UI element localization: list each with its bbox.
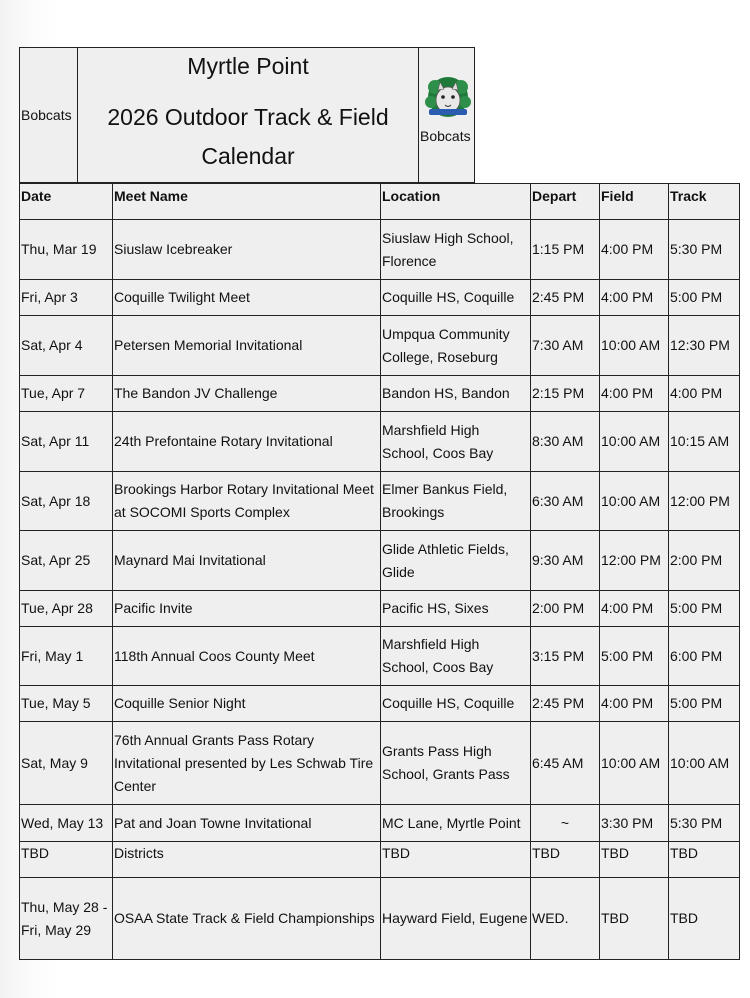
table-row (20, 531, 740, 591)
column-header-field: Field (600, 184, 669, 220)
cell-depart: TBD (531, 842, 600, 878)
cell-track: 6:00 PM (669, 627, 740, 686)
cell-field: 12:00 PM (600, 531, 669, 591)
cell-date: Fri, May 1 (20, 627, 113, 686)
cell-meet-name: Districts (113, 842, 381, 878)
table-row (20, 220, 740, 280)
cell-meet-name: Coquille Senior Night (113, 686, 381, 722)
cell-field: 4:00 PM (600, 220, 669, 280)
table-row (20, 627, 740, 686)
cell-location: Glide Athletic Fields, Glide (381, 531, 531, 591)
cell-track: 12:30 PM (669, 316, 740, 376)
cell-depart: 6:30 AM (531, 472, 600, 531)
cell-track: 5:00 PM (669, 686, 740, 722)
cell-depart: 2:45 PM (531, 686, 600, 722)
team-label-left: Bobcats (21, 107, 72, 123)
cell-meet-name: Siuslaw Icebreaker (113, 220, 381, 280)
cell-meet-name: Coquille Twilight Meet (113, 280, 381, 316)
cell-depart: 7:30 AM (531, 316, 600, 376)
cell-field: 10:00 AM (600, 412, 669, 472)
cell-field: 5:00 PM (600, 627, 669, 686)
cell-depart: 6:45 AM (531, 722, 600, 805)
table-row (20, 412, 740, 472)
table-row (20, 472, 740, 531)
cell-track: 10:15 AM (669, 412, 740, 472)
cell-location: Marshfield High School, Coos Bay (381, 627, 531, 686)
calendar-header (19, 47, 475, 183)
cell-date: Wed, May 13 (20, 805, 113, 842)
table-row (20, 376, 740, 412)
cell-depart: 2:00 PM (531, 591, 600, 627)
cell-field: 3:30 PM (600, 805, 669, 842)
cell-meet-name: Petersen Memorial Invitational (113, 316, 381, 376)
cell-field: 10:00 AM (600, 316, 669, 376)
cell-field: 4:00 PM (600, 591, 669, 627)
cell-date: Sat, Apr 25 (20, 531, 113, 591)
cell-date: Thu, Mar 19 (20, 220, 113, 280)
bobcat-logo-icon (423, 76, 473, 120)
cell-depart: WED. (531, 878, 600, 960)
team-label-right: Bobcats (420, 128, 471, 144)
cell-location: Coquille HS, Coquille (381, 686, 531, 722)
table-row (20, 805, 740, 842)
cell-location: Bandon HS, Bandon (381, 376, 531, 412)
column-header-date: Date (20, 184, 113, 220)
cell-meet-name: The Bandon JV Challenge (113, 376, 381, 412)
cell-track: 12:00 PM (669, 472, 740, 531)
cell-date: Fri, Apr 3 (20, 280, 113, 316)
cell-date: Tue, Apr 7 (20, 376, 113, 412)
cell-track: 10:00 AM (669, 722, 740, 805)
header-left-cell (20, 48, 78, 182)
cell-location: Umpqua Community College, Roseburg (381, 316, 531, 376)
cell-field: 4:00 PM (600, 280, 669, 316)
cell-track: TBD (669, 842, 740, 878)
cell-date: Sat, Apr 4 (20, 316, 113, 376)
cell-field: 4:00 PM (600, 686, 669, 722)
cell-date: Tue, Apr 28 (20, 591, 113, 627)
cell-field: TBD (600, 842, 669, 878)
cell-track: TBD (669, 878, 740, 960)
cell-depart: 9:30 AM (531, 531, 600, 591)
cell-location: Pacific HS, Sixes (381, 591, 531, 627)
cell-date: Sat, Apr 18 (20, 472, 113, 531)
table-row (20, 280, 740, 316)
cell-field: 10:00 AM (600, 472, 669, 531)
column-header-meet-name: Meet Name (113, 184, 381, 220)
table-header-row (20, 184, 740, 220)
cell-location: Grants Pass High School, Grants Pass (381, 722, 531, 805)
calendar-title: 2026 Outdoor Track & Field Calendar (107, 104, 389, 169)
table-row (20, 878, 740, 960)
cell-track: 5:30 PM (669, 805, 740, 842)
table-row (20, 722, 740, 805)
cell-meet-name: Pacific Invite (113, 591, 381, 627)
cell-track: 5:00 PM (669, 591, 740, 627)
cell-meet-name: 24th Prefontaine Rotary Invitational (113, 412, 381, 472)
cell-location: Hayward Field, Eugene (381, 878, 531, 960)
cell-depart: 3:15 PM (531, 627, 600, 686)
cell-location: TBD (381, 842, 531, 878)
cell-meet-name: Brookings Harbor Rotary Invitational Meet at SOCOMI Sports Complex (113, 472, 381, 531)
cell-date: Thu, May 28 - Fri, May 29 (20, 878, 113, 960)
table-row (20, 686, 740, 722)
cell-meet-name: OSAA State Track & Field Championships (113, 878, 381, 960)
cell-location: Coquille HS, Coquille (381, 280, 531, 316)
header-right-cell (419, 48, 474, 182)
schedule-table (19, 183, 740, 960)
column-header-track: Track (669, 184, 740, 220)
cell-field: TBD (600, 878, 669, 960)
cell-date: Sat, May 9 (20, 722, 113, 805)
cell-track: 2:00 PM (669, 531, 740, 591)
cell-track: 5:00 PM (669, 280, 740, 316)
header-title-cell (78, 48, 419, 182)
table-row (20, 842, 740, 878)
cell-depart: 2:15 PM (531, 376, 600, 412)
cell-field: 4:00 PM (600, 376, 669, 412)
cell-depart: ~ (531, 805, 600, 842)
cell-depart: 1:15 PM (531, 220, 600, 280)
school-name: Myrtle Point (187, 53, 309, 79)
cell-depart: 2:45 PM (531, 280, 600, 316)
cell-meet-name: Maynard Mai Invitational (113, 531, 381, 591)
cell-date: Sat, Apr 11 (20, 412, 113, 472)
column-header-depart: Depart (531, 184, 600, 220)
cell-track: 5:30 PM (669, 220, 740, 280)
cell-location: MC Lane, Myrtle Point (381, 805, 531, 842)
cell-track: 4:00 PM (669, 376, 740, 412)
cell-date: TBD (20, 842, 113, 878)
cell-field: 10:00 AM (600, 722, 669, 805)
column-header-location: Location (381, 184, 531, 220)
cell-meet-name: 76th Annual Grants Pass Rotary Invitational presented by Les Schwab Tire Center (113, 722, 381, 805)
cell-meet-name: 118th Annual Coos County Meet (113, 627, 381, 686)
cell-depart: 8:30 AM (531, 412, 600, 472)
cell-location: Siuslaw High School, Florence (381, 220, 531, 280)
cell-meet-name: Pat and Joan Towne Invitational (113, 805, 381, 842)
table-row (20, 591, 740, 627)
table-row (20, 316, 740, 376)
cell-date: Tue, May 5 (20, 686, 113, 722)
cell-location: Elmer Bankus Field, Brookings (381, 472, 531, 531)
cell-location: Marshfield High School, Coos Bay (381, 412, 531, 472)
